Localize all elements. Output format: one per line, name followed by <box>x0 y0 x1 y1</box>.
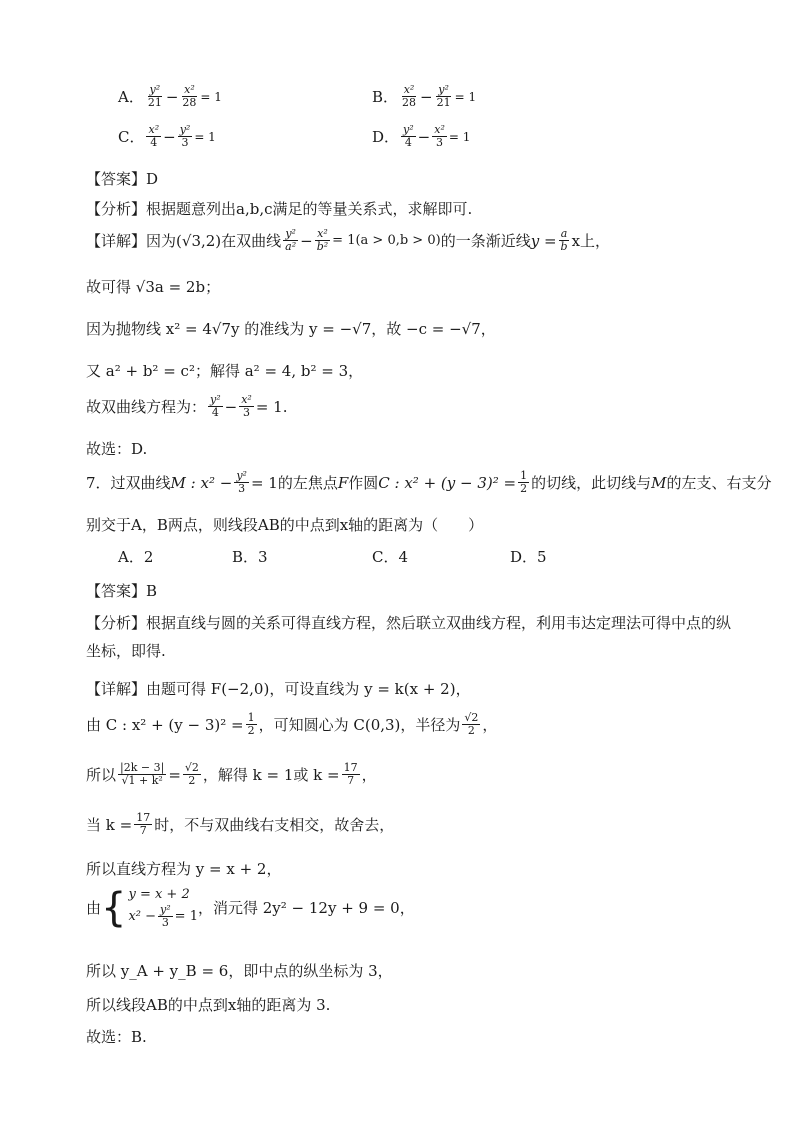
text-line: 所以线段AB的中点到x轴的距离为 3. <box>86 996 331 1014</box>
fraction: $\frac{17}{7}$ <box>136 811 151 837</box>
analysis-line: 【分析】根据直线与圆的关系可得直线方程，然后联立双曲线方程，利用韦达定理法可得中点的纵 <box>86 614 732 632</box>
option-c: C．4 <box>372 548 409 566</box>
option-b: B．3 <box>232 548 268 566</box>
option-a: A．2 <box>118 548 154 566</box>
option-label: C． <box>118 128 145 146</box>
fraction: $\frac{17}{7}$ <box>343 761 358 787</box>
text-line: 坐标，即得. <box>86 642 166 660</box>
fraction: $\frac{\text{x²}}{28}$ <box>182 83 197 109</box>
text-line: 又 a² + b² = c²；解得 a² = 4, b² = 3， <box>86 362 364 380</box>
detail-line: 【详解】由题可得 F(−2,0)，可设直线为 y = k(x + 2)， <box>86 680 471 698</box>
option-label: B． <box>372 88 399 106</box>
fraction: $\frac{\text{x²}}{4}$ <box>148 123 160 149</box>
fraction: $\frac{\text{x²}}{\text{b²}}$ <box>316 227 329 253</box>
text-line: 由 C : x² + (y − 3)² = $\frac{1}{2}$ ，可知圆心为 C(0,3)，半径为 $\frac{√2}{2}$ ， <box>86 711 498 737</box>
text-line: 别交于A，B两点，则线段AB的中点到x轴的距离为（ ） <box>86 516 484 534</box>
equation-system: 由 { y = x + 2 x² − $\frac{\text{y²}}{3}$ = 1 ，消元得 2y² − 12y + 9 = 0， <box>86 884 415 931</box>
text-line: 故选：D. <box>86 440 148 458</box>
fraction: $\frac{√2}{2}$ <box>464 711 479 737</box>
fraction: $\frac{\text{x²}}{3}$ <box>434 123 445 149</box>
fraction: $\frac{\text{y²}}{3}$ <box>179 123 191 149</box>
fraction: $\frac{\text{y²}}{4}$ <box>403 123 414 149</box>
analysis-line: 【分析】根据题意列出a,b,c满足的等量关系式，求解即可. <box>86 200 473 218</box>
fraction: $\frac{\text{y²}}{\text{a²}}$ <box>285 227 297 253</box>
option-label: A． <box>118 88 144 106</box>
text-line: 所以 $\frac{|2k - 3|}{\text{√1 + k²}}$ = $\frac{√2}{2}$ ，解得 k = 1或 k = $\frac{17}{7}$ ， <box>86 761 377 787</box>
fraction: $\frac{\text{y²}}{3}$ <box>160 903 171 929</box>
option-a: A． $\frac{\text{y²}}{21}$ − $\frac{\text{x²}}{28}$ = 1 <box>118 83 222 109</box>
text-line: 故双曲线方程为： $\frac{\text{y²}}{4}$ − $\frac{\text{x²}}{3}$ = 1. <box>86 393 288 419</box>
option-b: B． $\frac{\text{x²}}{28}$ − $\frac{\text{y²}}{21}$ = 1 <box>372 83 477 109</box>
fraction: $\frac{1}{2}$ <box>520 469 528 495</box>
text-line: 故可得 √3a = 2b； <box>86 278 221 296</box>
fraction: $\frac{\text{x²}}{3}$ <box>241 393 252 419</box>
question-7-stem: 7．过双曲线 M : x² − $\frac{\text{y²}}{3}$ = 1的左焦点 F 作圆 C : x² + (y − 3)² = $\frac{1}{2}$ 的切线，此切线与 M 的左支、右支分 <box>86 469 772 495</box>
fraction: $\frac{\text{y²}}{4}$ <box>210 393 221 419</box>
option-label: D． <box>372 128 400 146</box>
fraction: $\frac{a}{b}$ <box>560 227 568 253</box>
fraction: $\frac{\text{y²}}{3}$ <box>236 469 247 495</box>
answer-line: 【答案】D <box>86 170 159 188</box>
text-line: 所以 y_A + y_B = 6，即中点的纵坐标为 3， <box>86 962 393 980</box>
fraction: $\frac{√2}{2}$ <box>184 761 199 787</box>
option-c: C． $\frac{\text{x²}}{4}$ − $\frac{\text{y²}}{3}$ = 1 <box>118 123 216 149</box>
option-d: D．5 <box>510 548 547 566</box>
detail-line: 【详解】 因为 (√3,2) 在双曲线 $\frac{\text{y²}}{\text{a²}}$ − $\frac{\text{x²}}{\text{b²}}$ = 1(a > 0,b > 0) 的一条渐近线 y = $\frac{a}{b}$ x上， <box>86 227 611 253</box>
text-line: 故选：B. <box>86 1028 147 1046</box>
text-line: 所以直线方程为 y = x + 2， <box>86 860 282 878</box>
text-line: 因为抛物线 x² = 4√7y 的准线为 y = −√7，故 −c = −√7， <box>86 320 496 338</box>
option-d: D． $\frac{\text{y²}}{4}$ − $\frac{\text{x²}}{3}$ = 1 <box>372 123 471 149</box>
fraction: $\frac{|2k - 3|}{\text{√1 + k²}}$ <box>120 761 165 787</box>
fraction: $\frac{1}{2}$ <box>247 711 255 737</box>
fraction: $\frac{\text{y²}}{21}$ <box>436 83 451 109</box>
answer-line: 【答案】B <box>86 582 158 600</box>
text-line: 当 k = $\frac{17}{7}$ 时，不与双曲线右支相交，故舍去， <box>86 811 395 837</box>
fraction: $\frac{\text{y²}}{21}$ <box>147 83 162 109</box>
fraction: $\frac{\text{x²}}{28}$ <box>402 83 417 109</box>
